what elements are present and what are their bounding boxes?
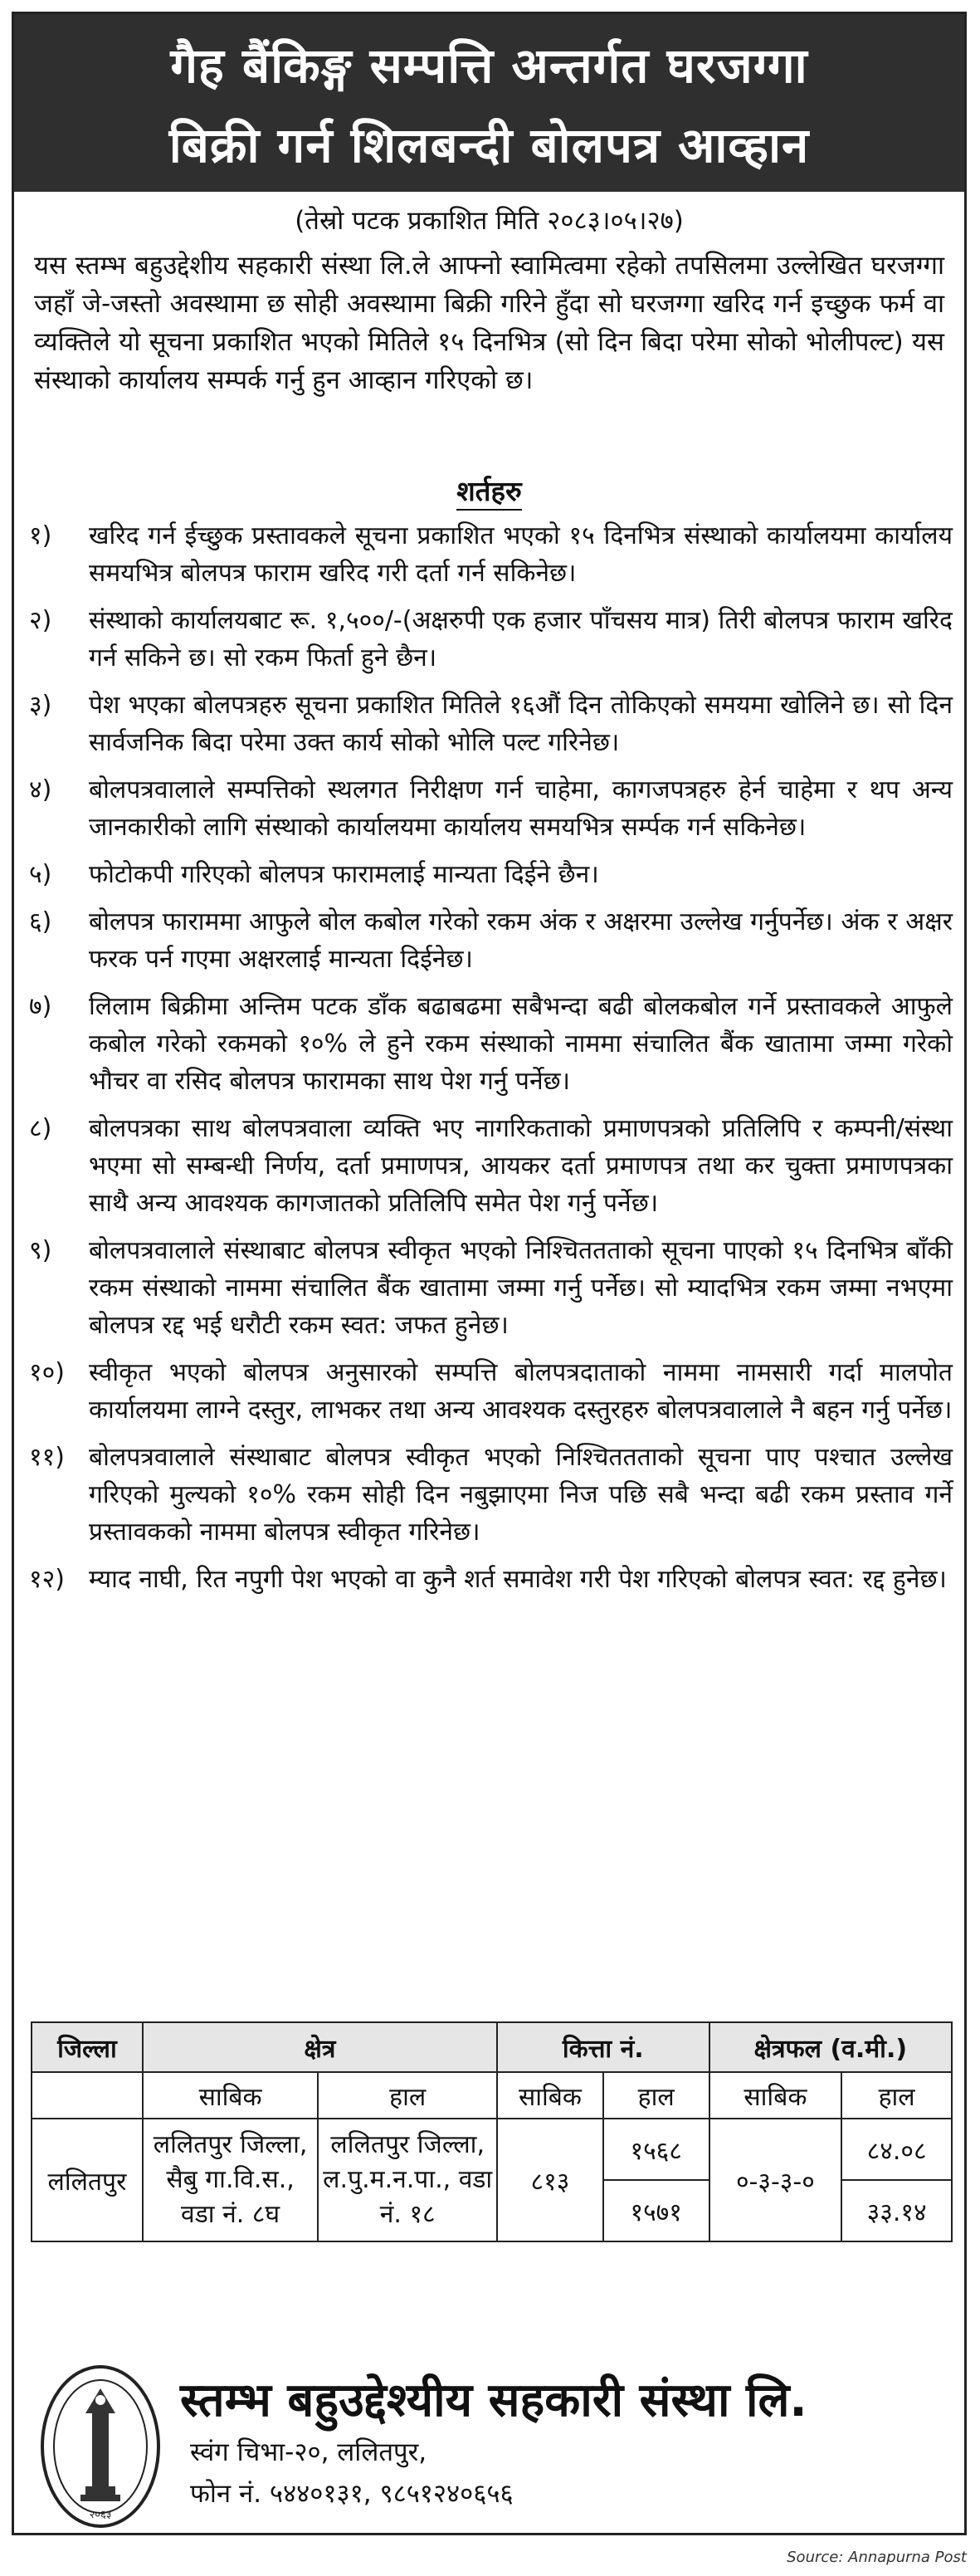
term-text: खरिद गर्न ईच्छुक प्रस्तावकले सूचना प्रकाशित भएको १५ दिनभित्र संस्थाको कार्यालयमा कार्यालय समयभित्र बोलपत्र फाराम खरिद गरी दर्ता गर्न सकिनेछ। — [89, 521, 953, 588]
term-text: बोलपत्रवालाले सम्पत्तिको स्थलगत निरीक्षण गर्न चाहेमा, कागजपत्रहरु हेर्न चाहेमा र थप अन्य जानकारीको लागि संस्थाको कार्यालयमा कार्यालय समयभित्र सर्म्पक गर्न सकिनेछ। — [89, 775, 953, 842]
term-text: लिलाम बिक्रीमा अन्तिम पटक डाँक बढाबढमा सबैभन्दा बढी बोलकबोल गर्ने प्रस्तावकले आफुले कबोल गरेको रकमको १०% ले हुने रकम संस्थाको नाममा संचालित बैंक खातामा जम्मा गरेको भौचर वा रसिद बोलपत्र फारामका साथ पेश गर्नु पर्नेछ। — [89, 992, 953, 1096]
term-item — [29, 771, 953, 846]
subheader-kitta-new: हाल — [603, 2072, 709, 2119]
term-item — [29, 988, 953, 1100]
cell-size-old: ०-३-३-० — [709, 2119, 842, 2241]
subheader-area-old: साबिक — [143, 2072, 319, 2119]
term-number: १२) — [29, 1565, 65, 1594]
notice-frame — [12, 12, 967, 2535]
header-size: क्षेत्रफल (व.मी.) — [709, 2022, 952, 2072]
organization-address: स्वंग चिभा-२०, ललितपुर, — [190, 2437, 427, 2467]
table-header-row — [32, 2022, 952, 2072]
organization-block — [180, 2370, 960, 2515]
term-item — [29, 1354, 953, 1429]
cell-kitta-new-1: १५६८ — [603, 2119, 709, 2180]
term-text: स्वीकृत भएको बोलपत्र अनुसारको सम्पत्ति बोलपत्रदाताको नाममा नामसारी गर्दा मालपोत कार्यालयमा लाग्ने दस्तुर, लाभकर तथा अन्य आवश्यक दस्तुरहरु बोलपत्रवालाले नै बहन गर्नु पर्नेछ। — [89, 1358, 953, 1425]
term-text: संस्थाको कार्यालयबाट रू. १,५००/-(अक्षरुपी एक हजार पाँचसय मात्र) तिरी बोलपत्र फाराम खरिद गर्न सकिने छ। सो रकम फिर्ता हुने छैन। — [89, 606, 953, 672]
term-number: १) — [29, 521, 52, 550]
term-number: २) — [29, 606, 52, 635]
intro-paragraph: यस स्तम्भ बहुउद्देशीय सहकारी संस्था लि.ले आफ्नो स्वामित्वमा रहेको तपसिलमा उल्लेखित घरजग्गा जहाँ जे-जस्तो अवस्थामा छ सोही अवस्थामा बिक्री गरिने हुँदा सो घरजग्गा खरिद गर्न इच्छुक फर्म वा व्यक्तिले यो सूचना प्रकाशित भएको मितिले १५ दिनभित्र (सो दिन बिदा परेमा सोको भोलीपल्ट) यस संस्थाको कार्यालय सम्पर्क गर्नु हुन आव्हान गरिएको छ। — [34, 251, 944, 395]
term-item — [29, 903, 953, 978]
term-item — [29, 1232, 953, 1344]
header-line-2: बिक्री गर्न शिलबन्दी बोलपत्र आव्हान — [168, 117, 810, 174]
term-number: ७) — [29, 992, 52, 1021]
term-number: ४) — [29, 775, 52, 804]
header-kitta: कित्ता नं. — [497, 2022, 709, 2072]
term-text: बोलपत्रवालाले संस्थाबाट बोलपत्र स्वीकृत भएको निश्चिततताको सूचना पाएको १५ दिनभित्र बाँकी रकम संस्थाको नाममा संचालित बैंक खातामा जम्मा गर्नु पर्नेछ। सो म्यादभित्र रकम जम्मा नभएमा बोलपत्र रद्द भई धरौटी रकम स्वत: जफत हुनेछ। — [89, 1236, 953, 1340]
cell-size-new-2: ३३.१४ — [841, 2180, 952, 2241]
term-text: फोटोकपी गरिएको बोलपत्र फारामलाई मान्यता दिईने छैन। — [89, 860, 599, 889]
term-text: म्याद नाघी, रित नपुगी पेश भएको वा कुनै शर्त समावेश गरी पेश गरिएको बोलपत्र स्वत: रद्द हुनेछ। — [89, 1565, 947, 1594]
terms-list — [29, 517, 953, 1608]
term-item — [29, 1561, 953, 1598]
organization-name: स्तम्भ बहुउद्देश्यीय सहकारी संस्था लि. — [180, 2373, 807, 2427]
subheader-kitta-old: साबिक — [497, 2072, 603, 2119]
term-item — [29, 1439, 953, 1551]
cell-kitta-old: ८१३ — [497, 2119, 603, 2241]
table-subheader-row — [32, 2072, 952, 2119]
terms-title-text: शर्तहरु — [456, 475, 522, 511]
term-item — [29, 602, 953, 677]
term-item — [29, 517, 953, 592]
term-text: बोलपत्र फाराममा आफुले बोल कबोल गरेको रकम अंक र अक्षरमा उल्लेख गर्नुपर्नेछ। अंक र अक्षर फरक पर्न गएमा अक्षरलाई मान्यता दिईनेछ। — [89, 907, 953, 974]
subheader-blank — [32, 2072, 143, 2119]
cell-district: ललितपुर — [32, 2119, 143, 2241]
subheader-size-new: हाल — [841, 2072, 952, 2119]
organization-phone: फोन नं. ५४४०१३१, ९८५१२४०६५६ — [190, 2479, 514, 2509]
header-district: जिल्ला — [32, 2022, 143, 2072]
table-row — [32, 2119, 952, 2180]
terms-title — [14, 472, 964, 511]
cell-area-old: ललितपुर जिल्ला, सैबु गा.वि.स., वडा नं. ८घ — [143, 2119, 319, 2241]
term-text: बोलपत्रवालाले संस्थाबाट बोलपत्र स्वीकृत भएको निश्चिततताको सूचना पाए पश्चात उल्लेख गरिएको मुल्यको १०% रकम सोही दिन नबुझाएमा निज पछि सबै भन्दा बढी रकम प्रस्ताव गर्ने प्रस्तावकको नाममा बोलपत्र स्वीकृत गरिनेछ। — [89, 1443, 953, 1547]
term-item — [29, 687, 953, 761]
term-item — [29, 856, 953, 893]
term-text: बोलपत्रका साथ बोलपत्रवाला व्यक्ति भए नागरिकताको प्रमाणपत्रको प्रतिलिपि र कम्पनी/संस्था भएमा सो सम्बन्धी निर्णय, दर्ता प्रमाणपत्र, आयकर दर्ता प्रमाणपत्र तथा कर चुक्ता प्रमाणपत्रका साथै अन्य आवश्यक कागजातको प्रतिलिपि समेत पेश गर्नु पर्नेछ। — [89, 1114, 953, 1218]
source-credit: Source: Annapurna Post — [787, 2549, 967, 2566]
cooperative-seal-logo-icon — [39, 2363, 162, 2530]
subheader-area-new: हाल — [318, 2072, 497, 2119]
term-number: ५) — [29, 860, 52, 889]
term-item — [29, 1110, 953, 1222]
publication-date: (तेस्रो पटक प्रकाशित मिति २०८३।०५।२७) — [295, 206, 684, 236]
cell-size-new-1: ८४.०८ — [841, 2119, 952, 2180]
cell-kitta-new-2: १५७१ — [603, 2180, 709, 2241]
term-number: ८) — [29, 1114, 52, 1143]
term-number: १०) — [29, 1358, 65, 1387]
subheader-size-old: साबिक — [709, 2072, 842, 2119]
logo-year: २०६३ — [89, 2509, 112, 2521]
cell-area-new: ललितपुर जिल्ला, ल.पु.म.न.पा., वडा नं. १८ — [318, 2119, 497, 2241]
term-number: ९) — [29, 1236, 52, 1265]
header-area: क्षेत्र — [143, 2022, 497, 2072]
property-table — [31, 2021, 953, 2242]
term-number: ११) — [29, 1443, 65, 1472]
term-number: ६) — [29, 907, 52, 936]
header-line-1: गैह बैंकिङ्ग सम्पत्ति अन्तर्गत घरजग्गा — [170, 37, 808, 94]
notice-header — [14, 14, 964, 192]
term-text: पेश भएका बोलपत्रहरु सूचना प्रकाशित मितिले १६औं दिन तोकिएको समयमा खोलिने छ। सो दिन सार्वजनिक बिदा परेमा उक्त कार्य सोको भोलि पल्ट गरिनेछ। — [89, 691, 953, 757]
term-number: ३) — [29, 691, 52, 720]
